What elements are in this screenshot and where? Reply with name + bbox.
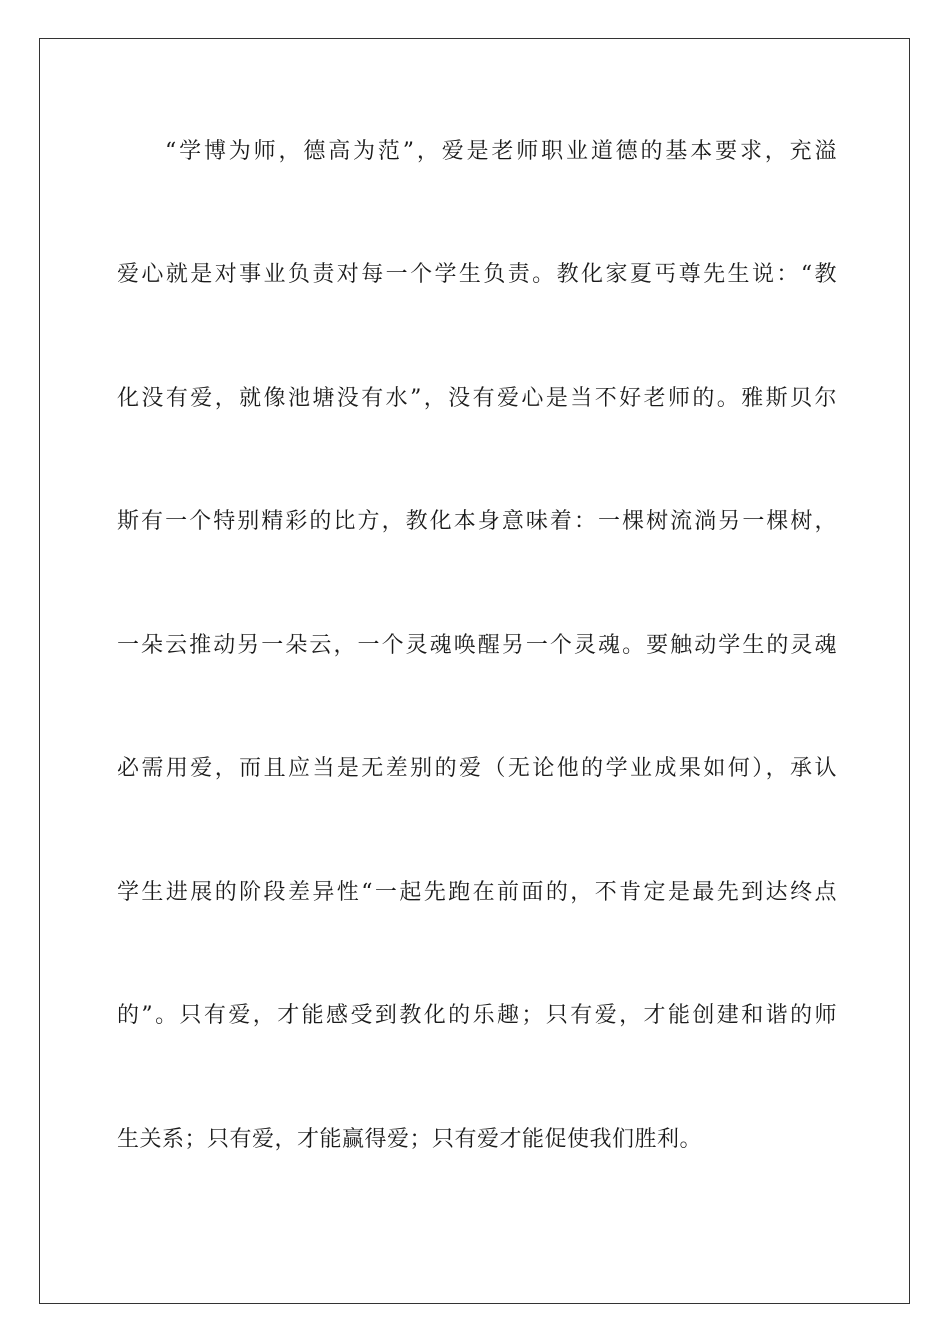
paragraph-line-8: 的”。只有爱，才能感受到教化的乐趣；只有爱，才能创建和谐的师 [117,1003,837,1028]
paragraph-line-7: 学生进展的阶段差异性“一起先跑在前面的，不肯定是最先到达终点 [117,880,837,905]
paragraph-line-6: 必需用爱，而且应当是无差别的爱（无论他的学业成果如何），承认 [117,756,837,781]
paragraph-line-9: 生关系；只有爱，才能赢得爱；只有爱才能促使我们胜利。 [117,1127,703,1152]
paragraph-line-1: “学博为师，德高为范”，爱是老师职业道德的基本要求，充溢 [165,139,837,164]
page-border [39,38,910,1304]
paragraph-line-4: 斯有一个特别精彩的比方，教化本身意味着：一棵树流淌另一棵树， [117,509,837,534]
paragraph-line-5: 一朵云推动另一朵云，一个灵魂唤醒另一个灵魂。要触动学生的灵魂 [117,633,837,658]
paragraph-line-3: 化没有爱，就像池塘没有水”，没有爱心是当不好老师的。雅斯贝尔 [117,386,837,411]
paragraph-line-2: 爱心就是对事业负责对每一个学生负责。教化家夏丐尊先生说：“教 [117,262,837,287]
